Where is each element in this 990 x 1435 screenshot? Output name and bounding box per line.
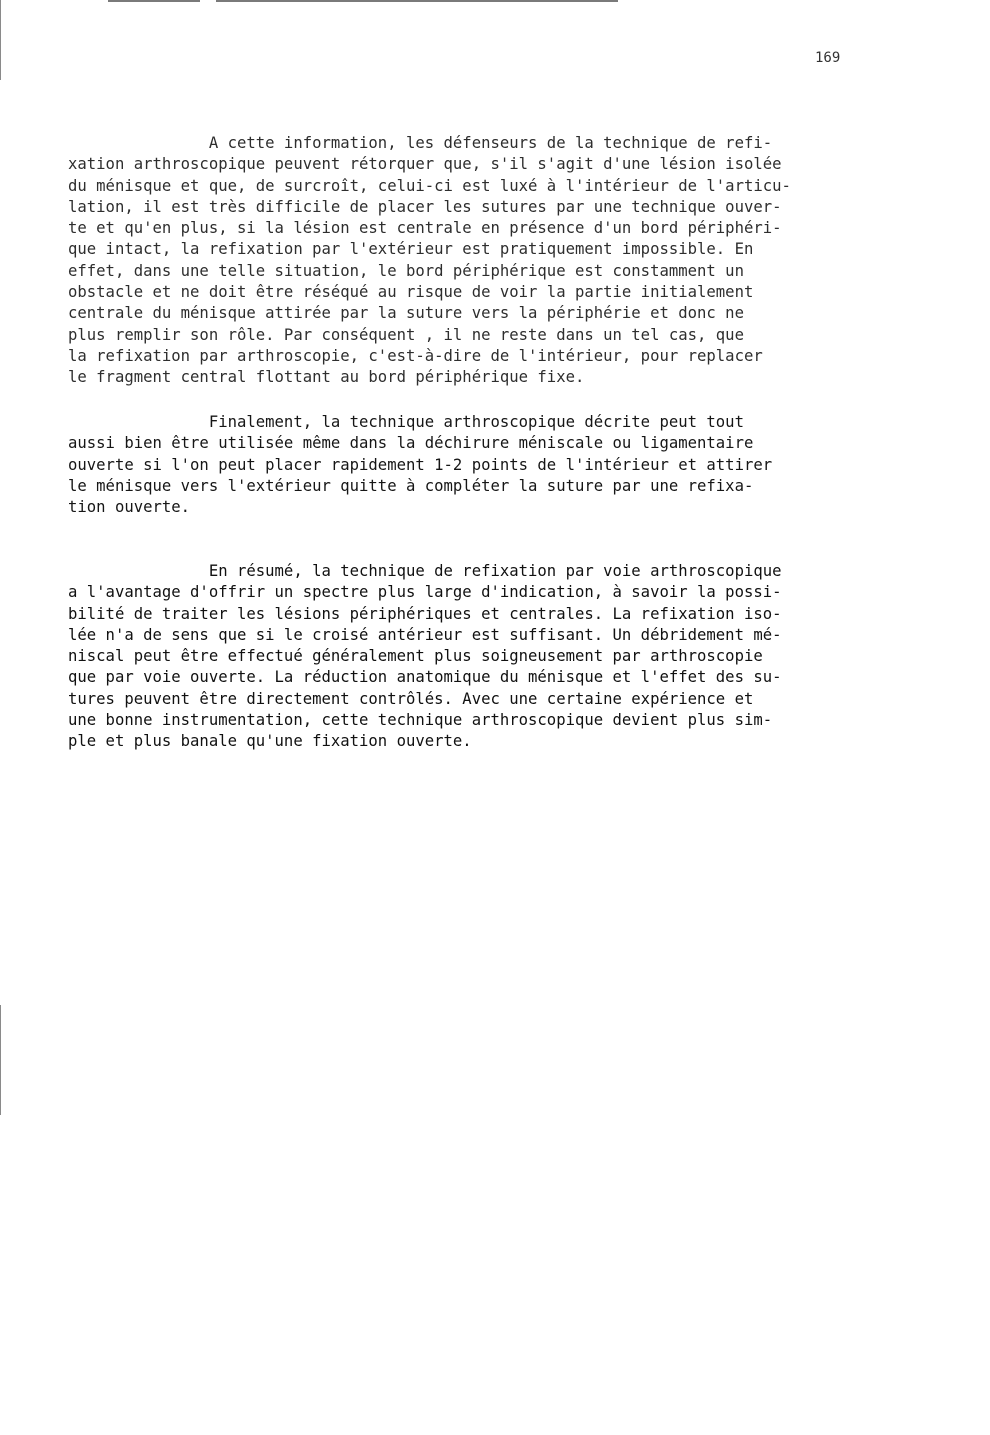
text-line: ple et plus banale qu'une fixation ouverte. (68, 732, 472, 751)
text-line: centrale du ménisque attirée par la suture vers la périphérie et donc ne (68, 304, 744, 323)
text-line: ouverte si l'on peut placer rapidement 1-2 points de l'intérieur et attirer (68, 455, 773, 474)
text-line: plus remplir son rôle. Par conséquent , il ne reste dans un tel cas, que (68, 325, 744, 344)
text-line: te et qu'en plus, si la lésion est centrale en présence d'un bord périphéri- (68, 219, 782, 238)
text-line: A cette information, les défenseurs de la technique de refi- (68, 134, 773, 152)
text-line: En résumé, la technique de refixation par voie arthroscopique (68, 562, 782, 580)
text-line: que par voie ouverte. La réduction anatomique du ménisque et l'effet des su- (68, 668, 782, 687)
text-line: le fragment central flottant au bord périphérique fixe. (68, 368, 585, 387)
text-line: tures peuvent être directement contrôlés. Avec une certaine expérience et (68, 689, 754, 708)
text-line: obstacle et ne doit être réséqué au risque de voir la partie initialement (68, 283, 754, 302)
text-line: la refixation par arthroscopie, c'est-à-dire de l'intérieur, pour replacer (68, 346, 763, 365)
text-line: xation arthroscopique peuvent rétorquer que, s'il s'agit d'une lésion isolée (68, 155, 782, 174)
text-line: niscal peut être effectué généralement plus soigneusement par arthroscopie (68, 647, 763, 666)
page-number: 169 (815, 50, 841, 66)
text-line: une bonne instrumentation, cette technique arthroscopique devient plus sim- (68, 711, 773, 730)
scan-top-rule-right (216, 0, 618, 2)
text-line: que intact, la refixation par l'extérieur est pratiquement impossible. En (68, 240, 754, 259)
text-line: a l'avantage d'offrir un spectre plus large d'indication, à savoir la possi- (68, 583, 782, 602)
text-line: aussi bien être utilisée même dans la déchirure méniscale ou ligamentaire (68, 434, 754, 453)
scan-top-rule-left (108, 0, 200, 2)
scan-left-edge-bottom (0, 1005, 1, 1115)
text-line: Finalement, la technique arthroscopique décrite peut tout (68, 413, 744, 431)
text-line: du ménisque et que, de surcroît, celui-ci est luxé à l'intérieur de l'articu- (68, 176, 791, 195)
paragraph-1 (68, 133, 888, 389)
scan-left-edge-top (0, 0, 1, 80)
text-line: lation, il est très difficile de placer les sutures par une technique ouver- (68, 197, 782, 216)
text-line: tion ouverte. (68, 498, 191, 517)
text-line: le ménisque vers l'extérieur quitte à compléter la suture par une refixa- (68, 476, 754, 495)
text-line: bilité de traiter les lésions périphériques et centrales. La refixation iso- (68, 604, 782, 623)
text-line: effet, dans une telle situation, le bord périphérique est constamment un (68, 261, 744, 280)
text-line: lée n'a de sens que si le croisé antérieur est suffisant. Un débridement mé- (68, 625, 782, 644)
paragraph-3 (68, 561, 888, 753)
paragraph-2 (68, 412, 888, 518)
